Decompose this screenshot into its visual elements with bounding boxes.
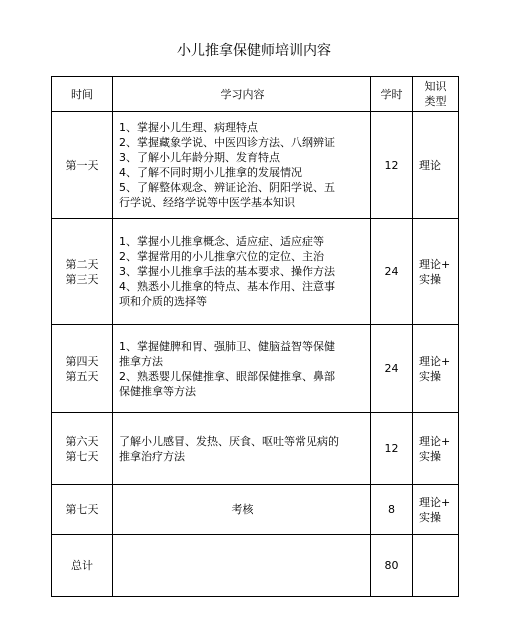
header-hours: 学时 [371,77,413,112]
row-content [113,325,371,413]
row-type [413,219,459,325]
time-line: 第五天 [65,369,99,383]
row-type [413,325,459,413]
row-content [113,535,371,597]
table-row [52,413,459,485]
table-row [52,219,459,325]
time-line: 第七天 [65,449,99,463]
content-line: 3、掌握小儿推拿手法的基本要求、操作方法 [119,265,335,278]
row-hours: 12 [371,112,413,219]
time-line: 第二天 [65,257,99,271]
table-row [52,535,459,597]
type-line: 理论+ [419,257,451,271]
content-line: 1、掌握健脾和胃、强肺卫、健脑益智等保健 [119,339,335,353]
row-hours: 80 [371,535,413,597]
row-hours: 12 [371,413,413,485]
row-content [113,485,371,535]
row-time [52,413,113,485]
type-line: 实操 [419,510,441,524]
content-line: 保健推拿等方法 [119,384,196,398]
table-row [52,485,459,535]
content-line: 2、熟悉婴儿保健推拿、眼部保健推拿、鼻部 [119,369,335,383]
header-time: 时间 [52,77,113,112]
table-row [52,325,459,413]
time-line: 第一天 [65,158,99,172]
content-line: 了解小儿感冒、发热、厌食、呕吐等常见病的 [119,434,339,448]
row-content [113,112,371,219]
header-content: 学习内容 [113,77,371,112]
content-line: 项和介质的选择等 [119,295,207,308]
row-type [413,535,459,597]
content-line: 1、掌握小儿生理、病理特点 [119,121,258,134]
time-line: 第三天 [65,272,99,286]
content-line: 考核 [231,503,254,516]
time-line: 第七天 [65,503,99,516]
row-content [113,219,371,325]
content-line: 1、掌握小儿推拿概念、适应症、适应症等 [119,235,324,248]
type-line: 实操 [419,449,441,463]
row-type [413,485,459,535]
training-schedule-table [51,76,459,597]
header-type-line1: 知识 [424,80,447,93]
document-title: 小儿推拿保健师培训内容 [177,43,331,59]
row-type [413,413,459,485]
row-type [413,112,459,219]
type-line: 理论+ [419,434,451,448]
content-line: 5、了解整体观念、辨证论治、阴阳学说、五 [119,181,335,194]
time-line: 第六天 [65,434,99,448]
content-line: 行学说、经络学说等中医学基本知识 [119,196,295,209]
content-line: 推拿治疗方法 [119,449,185,463]
content-line: 2、掌握藏象学说、中医四诊方法、八纲辨证 [119,136,335,149]
header-type-line2: 类型 [424,95,447,108]
content-line: 3、了解小儿年龄分期、发育特点 [119,151,280,164]
row-time [52,535,113,597]
time-line: 第四天 [65,354,99,368]
content-line: 2、掌握常用的小儿推拿穴位的定位、主治 [119,250,324,263]
type-line: 实操 [419,369,441,383]
row-time [52,485,113,535]
table-row [52,112,459,219]
row-hours: 24 [371,219,413,325]
type-line: 理论 [419,158,441,172]
table-header-row [52,77,459,112]
content-line: 4、熟悉小儿推拿的特点、基本作用、注意事 [119,280,335,293]
row-hours: 8 [371,485,413,535]
row-content [113,413,371,485]
type-line: 理论+ [419,354,451,368]
time-line: 总计 [71,559,93,572]
row-time [52,112,113,219]
type-line: 实操 [419,272,441,286]
row-time [52,219,113,325]
type-line: 理论+ [419,495,451,509]
row-time [52,325,113,413]
header-type [413,77,459,112]
row-hours: 24 [371,325,413,413]
content-line: 推拿方法 [119,354,163,368]
content-line: 4、了解不同时期小儿推拿的发展情况 [119,166,302,179]
